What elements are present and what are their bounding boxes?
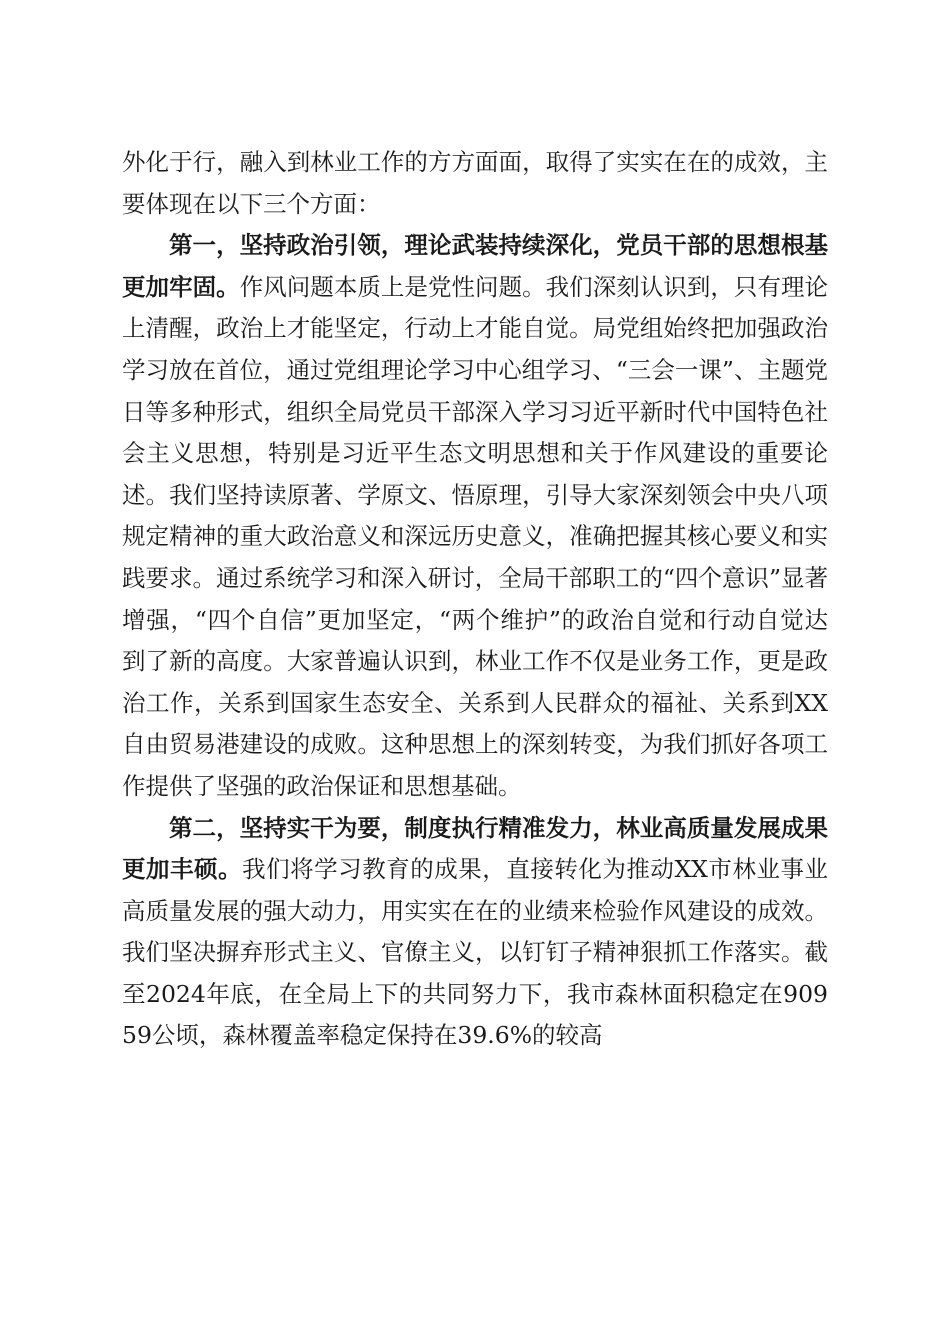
paragraph-continuation — [122, 142, 828, 225]
paragraph-text: 作风问题本质上是党性问题。我们深刻认识到，只有理论上清醒，政治上才能坚定，行动上才能自觉。局党组始终把加强政治学习放在首位，通过党组理论学习中心组学习、“三会一课”、主题党日等多种形式，组织全局党员干部深入学习习近平新时代中国特色社会主义思想，特别是习近平生态文明思想和关于作风建设的重要论述。我们坚持读原著、学原文、悟原理，引导大家深刻领会中央八项规定精神的重大政治意义和深远历史意义，准确把握其核心要义和实践要求。通过系统学习和深入研讨，全局干部职工的“四个意识”显著增强，“四个自信”更加坚定，“两个维护”的政治自觉和行动自觉达到了新的高度。大家普遍认识到，林业工作不仅是业务工作，更是政治工作，关系到国家生态安全、关系到人民群众的福祉、关系到XX自由贸易港建设的成败。这种思想上的深刻转变，为我们抓好各项工作提供了坚强的政治保证和思想基础。 — [122, 272, 829, 800]
document-body — [122, 142, 828, 1057]
paragraph-text: 外化于行，融入到林业工作的方方面面，取得了实实在在的成效，主要体现在以下三个方面： — [122, 148, 828, 218]
paragraph-first-point — [122, 225, 828, 807]
paragraph-text: 我们将学习教育的成果，直接转化为推动XX市林业事业高质量发展的强大动力，用实实在在的业绩来检验作风建设的成效。我们坚决摒弃形式主义、官僚主义，以钉钉子精神狠抓工作落实。截至2024年底，在全局上下的共同努力下，我市森林面积稳定在90959公顷，森林覆盖率稳定保持在39.6%的较高 — [122, 855, 829, 1050]
paragraph-heading: 第二，坚持实干为要，制度执行精准发力，林业高质量发展成果更加丰硕。 — [122, 813, 828, 884]
paragraph-second-point — [122, 808, 828, 1058]
paragraph-heading: 第一，坚持政治引领，理论武装持续深化，党员干部的思想根基更加牢固。 — [122, 231, 828, 301]
